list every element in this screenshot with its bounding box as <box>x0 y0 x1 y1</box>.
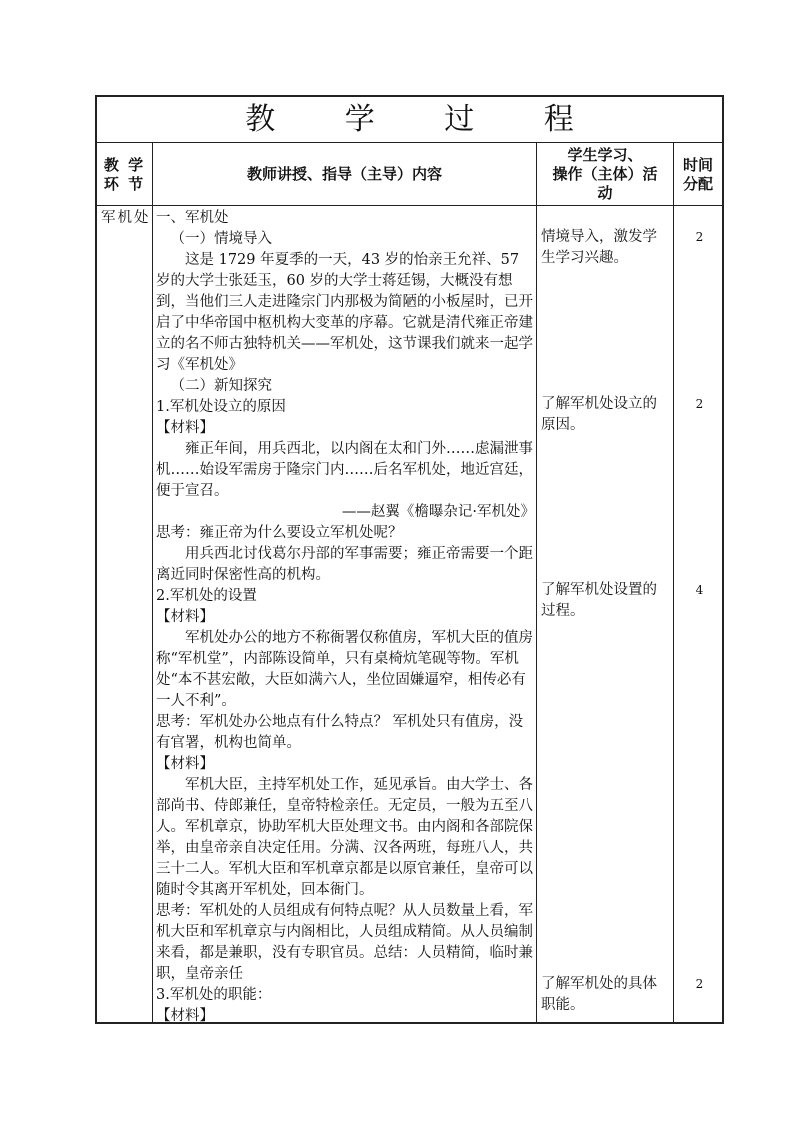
time-2: 2 <box>695 397 704 411</box>
student-activity-2: 了解军机处设立的原因。 <box>541 396 657 433</box>
answer-1: 用兵西北讨伐葛尔丹部的军事需要；雍正帝需要一个距离近同时保密性高的机构。 <box>156 546 533 583</box>
point-2-title: 2.军机处的设置 <box>156 588 257 604</box>
material-label: 【材料】 <box>156 609 214 625</box>
material-3-text: 军机大臣，主持军机处工作，延见承旨。由大学士、各部尚书、侍郎兼任，皇帝特检亲任。无定员，一般为五至八人。军机章京，协助军机大臣处理文书。由内阁和各部院保举，由皇帝亲自决定任用。分满、汉各两班，每班八人，共三十二人。军机大臣和军机章京都是以原官兼任，皇帝可以随时令其离开军机处，回本衙门。 <box>156 777 533 898</box>
time-4: 2 <box>695 977 704 991</box>
student-activity-3: 了解军机处设置的过程。 <box>541 582 657 619</box>
header-teacher: 教师讲授、指导（主导）内容 <box>246 165 442 183</box>
material-label: 【材料】 <box>156 420 214 436</box>
point-1-title: 1.军机处设立的原因 <box>156 399 286 415</box>
material-1-text: 雍正年间，用兵西北，以内阁在太和门外……虑漏泄事机……始设军需房于隆宗门内……后名军机处，地近宫廷，便于宣召。 <box>156 441 533 499</box>
question-2: 思考：军机处办公地点有什么特点？ 军机处只有值房，没有官署，机构也简单。 <box>156 714 524 751</box>
time-3: 4 <box>695 583 704 597</box>
column-divider <box>152 142 153 1022</box>
table-title: 教 学 过 程 <box>245 102 604 137</box>
student-activity-1: 情境导入，激发学生学习兴趣。 <box>541 229 657 266</box>
column-divider <box>673 142 674 1022</box>
section-name: 军机处 <box>101 210 151 226</box>
header-section: 教 学 环 节 <box>103 155 146 193</box>
table-title-row <box>97 97 722 143</box>
student-activity-4: 了解军机处的具体职能。 <box>541 976 657 1013</box>
material-label: 【材料】 <box>156 756 214 772</box>
lesson-table <box>95 95 724 1024</box>
subheading-intro: （一）情境导入 <box>170 231 272 247</box>
question-3: 思考：军机处的人员组成有何特点呢？从人员数量上看，军机大臣和军机章京与内阁相比，人员组成精简。从人员编制来看，都是兼职，没有专职官员。总结：人员精简，临时兼职，皇帝亲任 <box>156 903 533 982</box>
time-1: 2 <box>695 230 704 244</box>
material-2-text: 军机处办公的地方不称衙署仅称值房，军机大臣的值房称“军机堂”，内部陈设简单，只有桌椅炕笔砚等物。军机处“本不甚宏敞，大臣如满六人，坐位固嫌逼窄，相传必有一人不利”。 <box>156 630 533 709</box>
column-divider <box>536 142 537 1022</box>
heading-1: 一、军机处 <box>156 210 229 226</box>
intro-paragraph: 这是 1729 年夏季的一天，43 岁的怡亲王允祥、57 岁的大学士张廷玉，60 岁的大学士蒋廷锡，大概没有想到，当他们三人走进隆宗门内那极为简陋的小板屋时，已开启了中华帝国中枢机构大变革的序幕。它就是清代雍正帝建立的名不师古独特机关——军机处，这节课我们就来一起学习《军机处》 <box>156 252 533 373</box>
subheading-explore: （二）新知探究 <box>170 378 272 394</box>
point-3-title: 3.军机处的职能： <box>156 987 272 1003</box>
question-1: 思考：雍正帝为什么要设立军机处呢？ <box>156 525 403 541</box>
material-1-source: ——赵翼《檐曝杂记·军机处》 <box>341 504 535 520</box>
header-student: 学生学习、 操作（主体）活 动 <box>552 146 658 202</box>
teacher-content <box>156 206 535 1027</box>
header-time: 时间 分配 <box>682 155 713 193</box>
material-label: 【材料】 <box>156 1008 214 1024</box>
